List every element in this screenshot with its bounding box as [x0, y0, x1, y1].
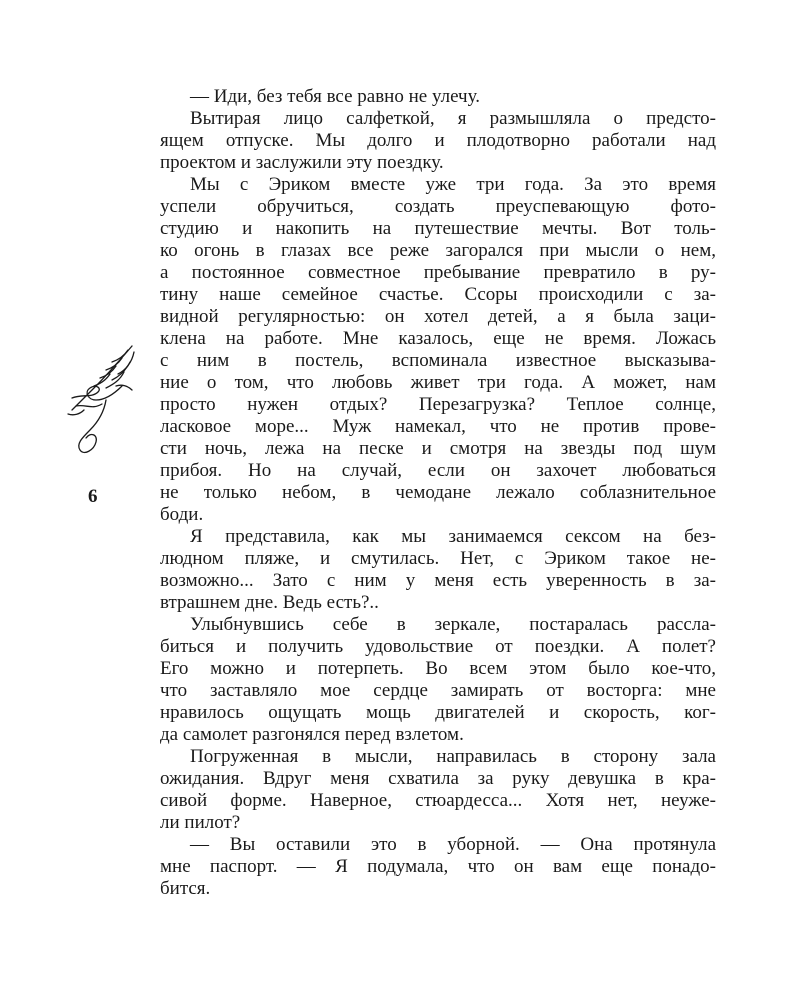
- text-line: Его можно и потерпеть. Во всем этом было кое-что,: [160, 658, 716, 679]
- text-line: биться и получить удовольствие от поездки. А полет?: [160, 636, 716, 657]
- text-line: сти ночь, лежа на песке и смотря на звезды под шум: [160, 438, 716, 459]
- text-line: проектом и заслужили эту поездку.: [160, 152, 444, 173]
- text-line: ли пилот?: [160, 812, 241, 833]
- text-line: ко огонь в глазах все реже загорался при мысли о нем,: [160, 240, 716, 261]
- text-line: нравилось ощущать мощь двигателей и скорость, ког-: [160, 702, 716, 723]
- text-line: успели обручиться, создать преуспевающую фото-: [160, 196, 716, 217]
- text-line: не только небом, в чемодане лежало соблазнительное: [160, 482, 716, 503]
- text-line: возможно... Зато с ним у меня есть уверенность в за-: [160, 570, 716, 591]
- text-line: прибоя. Но на случай, если он захочет любоваться: [160, 460, 716, 481]
- text-line: бится.: [160, 878, 211, 899]
- text-line: — Иди, без тебя все равно не улечу.: [190, 86, 480, 107]
- text-line: Вытирая лицо салфеткой, я размышляла о предсто-: [190, 108, 716, 129]
- body-text: [160, 86, 716, 900]
- page-number: 6: [88, 486, 98, 507]
- text-line: ласковое море... Муж намекал, что не против прове-: [160, 416, 716, 437]
- text-line: студию и накопить на путешествие мечты. Вот толь-: [160, 218, 716, 239]
- text-line: боди.: [160, 504, 204, 525]
- text-line: — Вы оставили это в уборной. — Она протянула: [190, 834, 716, 855]
- text-line: ящем отпуске. Мы долго и плодотворно работали над: [160, 130, 716, 151]
- text-line: просто нужен отдых? Перезагрузка? Теплое солнце,: [160, 394, 716, 415]
- text-line: Я представила, как мы занимаемся сексом на без-: [190, 526, 716, 547]
- text-line: сивой форме. Наверное, стюардесса... Хотя нет, неуже-: [160, 790, 716, 811]
- text-line: клена на работе. Мне казалось, еще не время. Ложась: [160, 328, 716, 349]
- text-line: ожидания. Вдруг меня схватила за руку девушка в кра-: [160, 768, 716, 789]
- text-line: а постоянное совместное пребывание превратило в ру-: [160, 262, 716, 283]
- text-line: Мы с Эриком вместе уже три года. За это время: [190, 174, 716, 195]
- text-line: что заставляло мое сердце замирать от восторга: мне: [160, 680, 716, 701]
- text-line: ние о том, что любовь живет три года. А может, нам: [160, 372, 716, 393]
- text-line: Погруженная в мысли, направилась в сторону зала: [190, 746, 716, 767]
- text-line: мне паспорт. — Я подумала, что он вам еще понадо-: [160, 856, 716, 877]
- text-line: тину наше семейное счастье. Ссоры происходили с за-: [160, 284, 716, 305]
- text-line: втрашнем дне. Ведь есть?..: [160, 592, 379, 613]
- text-line: да самолет разгонялся перед взлетом.: [160, 724, 464, 745]
- feather-quill-icon: [62, 340, 144, 458]
- text-line: Улыбнувшись себе в зеркале, постаралась рассла-: [190, 614, 716, 635]
- text-line: видной регулярностью: он хотел детей, а я была заци-: [160, 306, 716, 327]
- text-line: людном пляже, и смутилась. Нет, с Эриком такое не-: [160, 548, 716, 569]
- text-line: с ним в постель, вспоминала известное высказыва-: [160, 350, 716, 371]
